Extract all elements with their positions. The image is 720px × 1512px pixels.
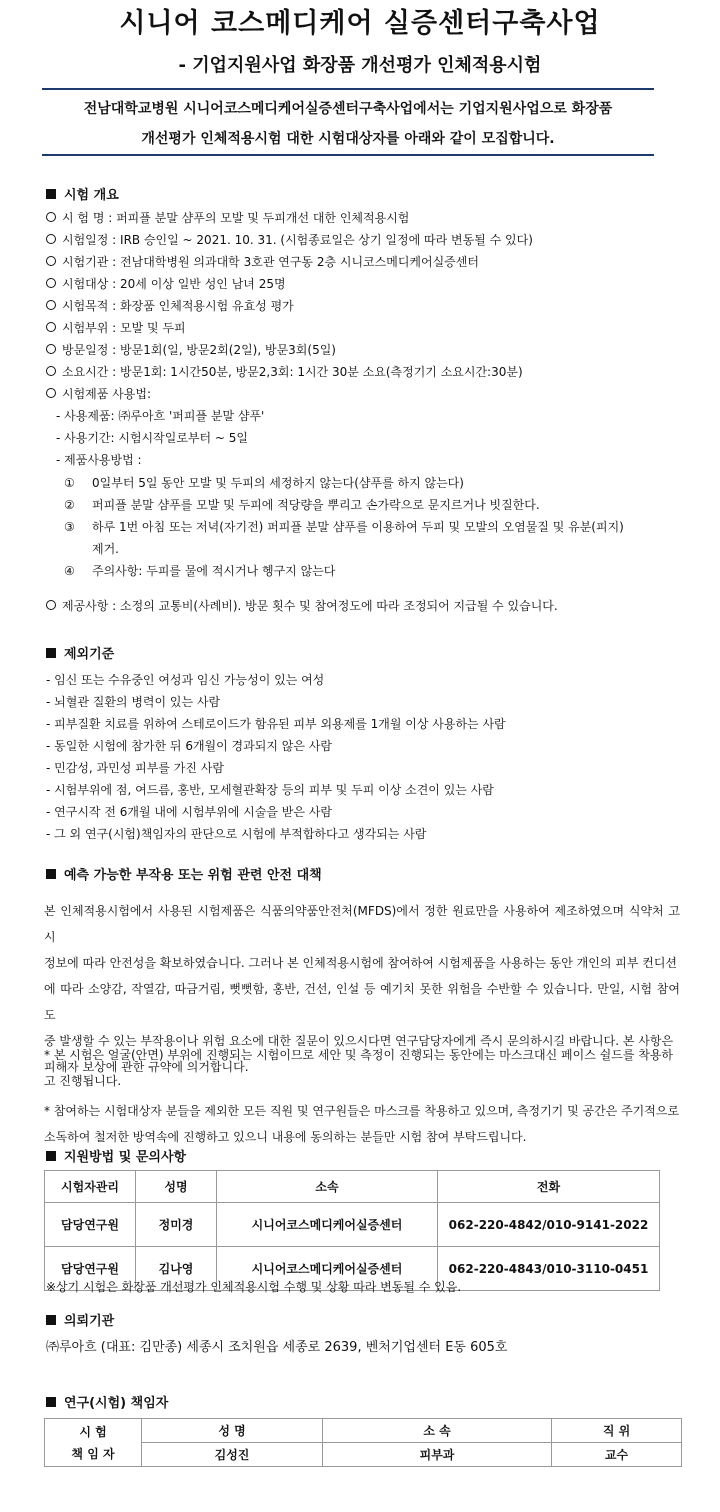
contact-table [44, 1170, 660, 1291]
compensation-item: 제공사항 : 소정의 교통비(사례비). 방문 횟수 및 참여정도에 따라 조정되어 지급될 수 있습니다. [46, 596, 558, 616]
intro-line-2: 개선평가 인체적용시험 대한 시험대상자를 아래와 같이 모집합니다. [141, 131, 555, 147]
table-row: 담당연구원 정미경 시니어코스메디케어실증센터 062-220-4842/010-9141-2022 [45, 1203, 660, 1247]
square-bullet-icon [46, 189, 56, 199]
exclusion-item: - 그 외 연구(시험)책임자의 판단으로 시험에 부적합하다고 생각되는 사람 [46, 827, 427, 841]
overview-item: 시험기관 : 전남대학병원 의과대학 3호관 연구동 2층 시니코스메디케어실증센터 [46, 252, 479, 272]
usage-step: ② 퍼피플 분말 샴푸를 모발 및 두피에 적당량을 뿌리고 손가락으로 문지르거나 빗질한다. [64, 498, 540, 512]
product-name: - 사용제품: ㈜루아흐 '퍼피플 분말 샴푸' [56, 409, 265, 423]
square-bullet-icon [46, 869, 56, 879]
investigator-table [44, 1418, 682, 1467]
table-header-row: 시험자관리 성명 소속 전화 [45, 1171, 660, 1203]
table-row: 김성진 피부과 교수 [45, 1443, 682, 1467]
recruitment-notice: 시니어 코스메디케어 실증센터구축사업 - 기업지원사업 화장품 개선평가 인체적용시험 전남대학교병원 시니어코스메디케어실증센터구축사업에서는 기업지원사업으로 화장품 개선평가 인체적용시험 대한 시험대상자를 아래와 같이 모집합니다. 시험 개요 시 험 명 : 퍼피플 분말 샴푸의 모발 및 두피개선 대한 인체적용시험 시험일정 : IRB 승인일 ~ 2021. 10. 31. (시험종료일은 상기 일정에 따라 변동될 수 있다) 시험기관 : 전남대학병원 의과대학 3호관 연구동 2층 시니코스메디케어실증센터 시험대상 : 20세 이상 일반 성인 남녀 25명 시험목적 : 화장품 인체적용시험 유효성 평가 시험부위 : 모발 및 두피 방문일정 : 방문1회(일, 방문2회(2일), 방문3회(5일) 소요시간 : 방문1회: 1시간50분, 방문2,3회: 1시간 30분 소요(측정기기 소요시간:30분) 시험제품 사용법: - 사용제품: ㈜루아흐 '퍼피플 분말 샴푸' - 사용기간: 시험시작일로부터 ~ 5일 - 제품사용방법 : ① 0일부터 5일 동안 모발 및 두피의 세정하지 않는다(샴푸를 하지 않는다) ② 퍼피플 분말 샴푸를 모발 및 두피에 적당량을 뿌리고 손가락으로 문지르거나 빗질한다. ③ 하루 1번 아침 또는 저녁(자기전) 퍼피플 분말 샴푸를 이용하여 두피 및 모발의 오염물질 및 유분(피지) 제거. ④ 주의사항: 두피를 물에 적시거나 헹구지 않는다 제공사항 : 소정의 교통비(사례비). 방문 횟수 및 참여정도에 따라 조정되어 지급될 수 있습니다. 제외기준 - 임신 또는 수유중인 여성과 임신 가능성이 있는 여성 - 뇌혈관 질환의 병력이 있는 사람 - 피부질환 치료를 위하여 스테로이드가 함유된 피부 외용제를 1개월 이상 사용하는 사람 - 동일한 시험에 참가한 뒤 6개월이 경과되지 않은 사람 - 민감성, 과민성 피부를 가진 사람 - 시험부위에 점, 여드름, 홍반, 모세혈관확장 등의 피부 및 두피 이상 소견이 있는 사람 - 연구시작 전 6개월 내에 시험부위에 시술을 받은 사람 - 그 외 연구(시험)책임자의 판단으로 시험에 부적합하다고 생각되는 사람 예측 가능한 부작용 또는 위험 관련 안전 대책 본 인체적용시험에서 사용된 시험제품은 식품의약품안전처(MFDS)에서 정한 원료만을 사용하여 제조하였으며 식약처 고시 정보에 따라 안전성을 확보하였습니다. 그러나 본 인체적용시험에 참여하여 시험제품을 사용하는 동안 개인의 피부 컨디션 에 따라 소양감, 작열감, 따금거림, 뻣뻣함, 홍반, 건선, 인설 등 예기치 못한 위험을 수반할 수 있습니다. 만일, 시험 참여 도 중 발생할 수 있는 부작용이나 위험 요소에 대한 질문이 있으시다면 연구담당자에게 즉시 문의하시길 바랍니다. 본 사항은 피해자 보상에 관한 규약에 의거합니다. * 본 시험은 얼굴(안면) 부위에 진행되는 시험이므로 세안 및 측정이 진행되는 동안에는 마스크대신 페이스 쉴드를 착용하 고 진행됩니다. * 참여하는 시험대상자 분들을 제외한 모든 직원 및 연구원들은 마스크를 착용하고 있으며, 측정기기 및 공간은 주기적으로 소독하여 철저한 방역속에 진행하고 있으니 내용에 동의하는 분들만 시험 참여 부탁드립니다. 지원방법 및 문의사항 시험자관리 성명 소속 전화 담당연구원 정미경 시니어코스메디케어실증센터 062-220-4842/010-9141-2022 담당연구원 김나영 시니어코스메디케어실증센터 062-220-4843/010-3110-0451 ※상기 시험은 화장품 개선평가 인체적용시험 수행 및 상황 따라 변동될 수 있음. 의뢰기관 ㈜루아흐 (대표: 김만종) 세종시 조치원읍 세종로 2639, 벤처기업센터 E동 605호 연구(시험) 책임자 시 험 책 임 자 성 명 소 속 직 위 김성진 피부과 교수 [0, 0, 720, 1512]
exclusion-item: - 동일한 시험에 참가한 뒤 6개월이 경과되지 않은 사람 [46, 739, 332, 753]
circle-bullet-icon [46, 256, 56, 266]
overview-item: 시 험 명 : 퍼피플 분말 샴푸의 모발 및 두피개선 대한 인체적용시험 [46, 208, 409, 228]
overview-item: 시험목적 : 화장품 인체적용시험 유효성 평가 [46, 296, 294, 316]
section-heading-overview: 시험 개요 [46, 186, 119, 206]
exclusion-item: - 임신 또는 수유중인 여성과 임신 가능성이 있는 여성 [46, 673, 325, 687]
square-bullet-icon [46, 1151, 56, 1161]
page-title: 시니어 코스메디케어 실증센터구축사업 [119, 8, 601, 39]
circle-bullet-icon [46, 344, 56, 354]
intro-line-1: 전남대학교병원 시니어코스메디케어실증센터구축사업에서는 기업지원사업으로 화장품 [83, 101, 613, 117]
exclusion-item: - 피부질환 치료를 위하여 스테로이드가 함유된 피부 외용제를 1개월 이상 사용하는 사람 [46, 717, 506, 731]
square-bullet-icon [46, 648, 56, 658]
safety-note-mask: * 참여하는 시험대상자 분들을 제외한 모든 직원 및 연구원들은 마스크를 착용하고 있으며, 측정기기 및 공간은 주기적으로 소독하여 철저한 방역속에 진행하고 있으니 내용에 동의하는 분들만 시험 참여 부탁드립니다. [44, 1104, 680, 1144]
exclusion-item: - 뇌혈관 질환의 병력이 있는 사람 [46, 695, 221, 709]
usage-step: ③ 하루 1번 아침 또는 저녁(자기전) 퍼피플 분말 샴푸를 이용하여 두피 및 모발의 오염물질 및 유분(피지) [64, 520, 624, 534]
exclusion-item: - 시험부위에 점, 여드름, 홍반, 모세혈관확장 등의 피부 및 두피 이상 소견이 있는 사람 [46, 783, 494, 797]
section-heading-safety: 예측 가능한 부작용 또는 위험 관련 안전 대책 [46, 866, 322, 886]
circle-bullet-icon [46, 600, 56, 610]
intro-box [42, 88, 654, 156]
overview-item: 시험일정 : IRB 승인일 ~ 2021. 10. 31. (시험종료일은 상기 일정에 따라 변동될 수 있다) [46, 230, 533, 250]
overview-item: 방문일정 : 방문1회(일, 방문2회(2일), 방문3회(5일) [46, 340, 336, 360]
exclusion-item: - 민감성, 과민성 피부를 가진 사람 [46, 761, 224, 775]
section-heading-contact: 지원방법 및 문의사항 [46, 1148, 186, 1168]
overview-item: 소요시간 : 방문1회: 1시간50분, 방문2,3회: 1시간 30분 소요(측정기기 소요시간:30분) [46, 362, 523, 382]
overview-item: 시험대상 : 20세 이상 일반 성인 남녀 25명 [46, 274, 286, 294]
circle-bullet-icon [46, 278, 56, 288]
square-bullet-icon [46, 1315, 56, 1325]
safety-note-face-shield: * 본 시험은 얼굴(안면) 부위에 진행되는 시험이므로 세안 및 측정이 진행되는 동안에는 마스크대신 페이스 쉴드를 착용하 고 진행됩니다. [44, 1048, 674, 1088]
usage-period: - 사용기간: 시험시작일로부터 ~ 5일 [56, 431, 249, 445]
table-row: 담당연구원 김나영 시니어코스메디케어실증센터 062-220-4843/010-3110-0451 [45, 1247, 660, 1291]
circle-bullet-icon [46, 234, 56, 244]
circle-bullet-icon [46, 300, 56, 310]
usage-step: ① 0일부터 5일 동안 모발 및 두피의 세정하지 않는다(샴푸를 하지 않는다) [64, 476, 464, 490]
table-header-row: 시 험 책 임 자 성 명 소 속 직 위 [45, 1419, 682, 1443]
circle-bullet-icon [46, 322, 56, 332]
contact-note: ※상기 시험은 화장품 개선평가 인체적용시험 수행 및 상황 따라 변동될 수 있음. [46, 1280, 462, 1294]
usage-method-label: - 제품사용방법 : [56, 453, 142, 467]
usage-step: ④ 주의사항: 두피를 물에 적시거나 헹구지 않는다 [64, 564, 336, 578]
circle-bullet-icon [46, 212, 56, 222]
sponsor-text: ㈜루아흐 (대표: 김만종) 세종시 조치원읍 세종로 2639, 벤처기업센터 E동 605호 [46, 1340, 508, 1355]
page-subtitle: - 기업지원사업 화장품 개선평가 인체적용시험 [178, 55, 542, 76]
section-heading-investigator: 연구(시험) 책임자 [46, 1394, 168, 1414]
circle-bullet-icon [46, 388, 56, 398]
exclusion-item: - 연구시작 전 6개월 내에 시험부위에 시술을 받은 사람 [46, 805, 332, 819]
safety-paragraph: 본 인체적용시험에서 사용된 시험제품은 식품의약품안전처(MFDS)에서 정한 원료만을 사용하여 제조하였으며 식약처 고시 정보에 따라 안전성을 확보하였습니다. 그러나 본 인체적용시험에 참여하여 시험제품을 사용하는 동안 개인의 피부 컨디션 에 따라 소양감, 작열감, 따금거림, 뻣뻣함, 홍반, 건선, 인설 등 예기치 못한 위험을 수반할 수 있습니다. 만일, 시험 참여 도 중 발생할 수 있는 부작용이나 위험 요소에 대한 질문이 있으시다면 연구담당자에게 즉시 문의하시길 바랍니다. 본 사항은 피해자 보상에 관한 규약에 의거합니다. [44, 904, 680, 1074]
circle-bullet-icon [46, 366, 56, 376]
section-heading-sponsor: 의뢰기관 [46, 1312, 114, 1332]
overview-item: 시험제품 사용법: [46, 384, 151, 404]
section-heading-exclusion: 제외기준 [46, 645, 114, 665]
overview-item: 시험부위 : 모발 및 두피 [46, 318, 186, 338]
square-bullet-icon [46, 1397, 56, 1407]
